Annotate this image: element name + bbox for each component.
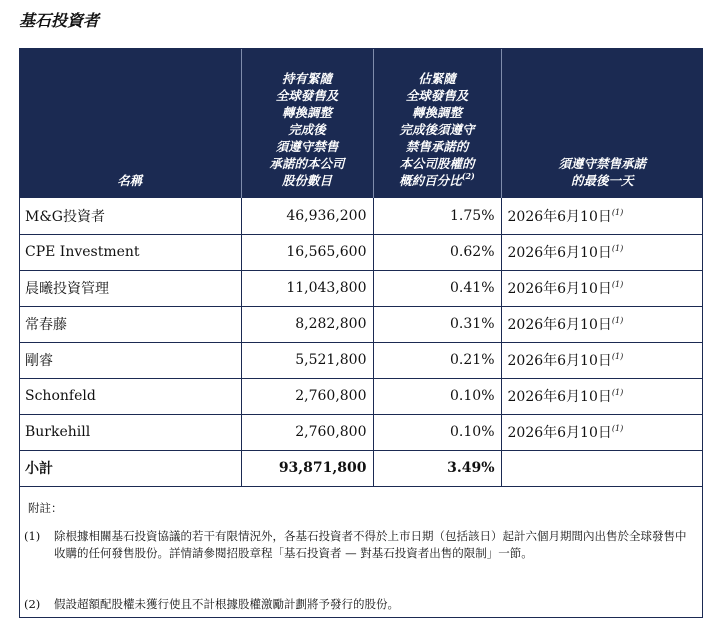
cell-percentage: 0.21% [373,342,501,378]
cell-percentage: 0.10% [373,414,501,450]
cell-name: M&G投資者 [19,198,241,234]
cell-name: Schonfeld [19,378,241,414]
cell-percentage: 0.10% [373,378,501,414]
header-shares-text: 持有緊隨 全球發售及 轉換調整 完成後 須遵守禁售 承諾的本公司 股份數目 [269,71,345,188]
cell-shares: 46,936,200 [241,198,373,234]
cell-percentage: 0.31% [373,306,501,342]
cell-name: Burkehill [19,414,241,450]
notes-label: 附註： [28,501,63,515]
cell-shares: 2,760,800 [241,414,373,450]
footnote-marker: (1) [611,280,624,289]
total-shares: 93,871,800 [241,450,373,486]
total-label: 小計 [19,450,241,486]
footnote-marker: (1) [611,352,624,361]
footnote-marker: (1) [611,424,624,433]
note-2 [24,596,694,613]
cell-date-text: 2026年6月10日 [507,245,612,261]
cell-date-text: 2026年6月10日 [507,389,612,405]
note-2-number: (2) [24,597,41,611]
footnote-marker: (1) [611,244,624,253]
note-1-number: (1) [24,529,41,543]
footnote-marker: (1) [611,207,624,217]
cell-shares: 11,043,800 [241,270,373,306]
cell-name: 晨曦投資管理 [19,270,241,306]
header-lockup-date-text: 須遵守禁售承諾 的最後一天 [558,156,646,188]
cell-name: 剛睿 [19,342,241,378]
footnote-marker: (1) [611,388,624,397]
cell-date-text: 2026年6月10日 [507,208,612,225]
cell-percentage: 1.75% [373,198,501,234]
cell-shares: 5,521,800 [241,342,373,378]
cell-date-text: 2026年6月10日 [507,317,612,333]
cell-date-text: 2026年6月10日 [507,281,612,297]
total-percentage: 3.49% [373,450,501,486]
cell-percentage: 0.41% [373,270,501,306]
cell-percentage: 0.62% [373,234,501,270]
cell-name: CPE Investment [19,234,241,270]
section-heading: 基石投資者 [19,11,100,30]
header-percentage-text: 佔緊隨 全球發售及 轉換調整 完成後須遵守 禁售承諾的 本公司股權的 概約百分比 [399,71,475,188]
cell-shares: 16,565,600 [241,234,373,270]
note-2-text: 假設超額配股權未獲行使且不計根據股權激勵計劃將予發行的股份。 [54,597,399,611]
cell-shares: 8,282,800 [241,306,373,342]
note-1 [24,528,694,562]
cell-date-text: 2026年6月10日 [507,425,612,441]
note-1-text: 除根據相關基石投資協議的若干有限情況外，各基石投資者不得於上市日期（包括該日）起計六個月期間內出售於全球發售中收購的任何發售股份。詳情請參閱招股章程「基石投資者 — 對基石投資者出售的限制」一節。 [54,529,687,560]
cell-date-text: 2026年6月10日 [507,353,612,369]
cell-name: 常春藤 [19,306,241,342]
footnote-marker: (2) [461,171,475,181]
cell-shares: 2,760,800 [241,378,373,414]
header-name-text: 名稱 [117,173,143,188]
footnote-marker: (1) [611,316,624,325]
